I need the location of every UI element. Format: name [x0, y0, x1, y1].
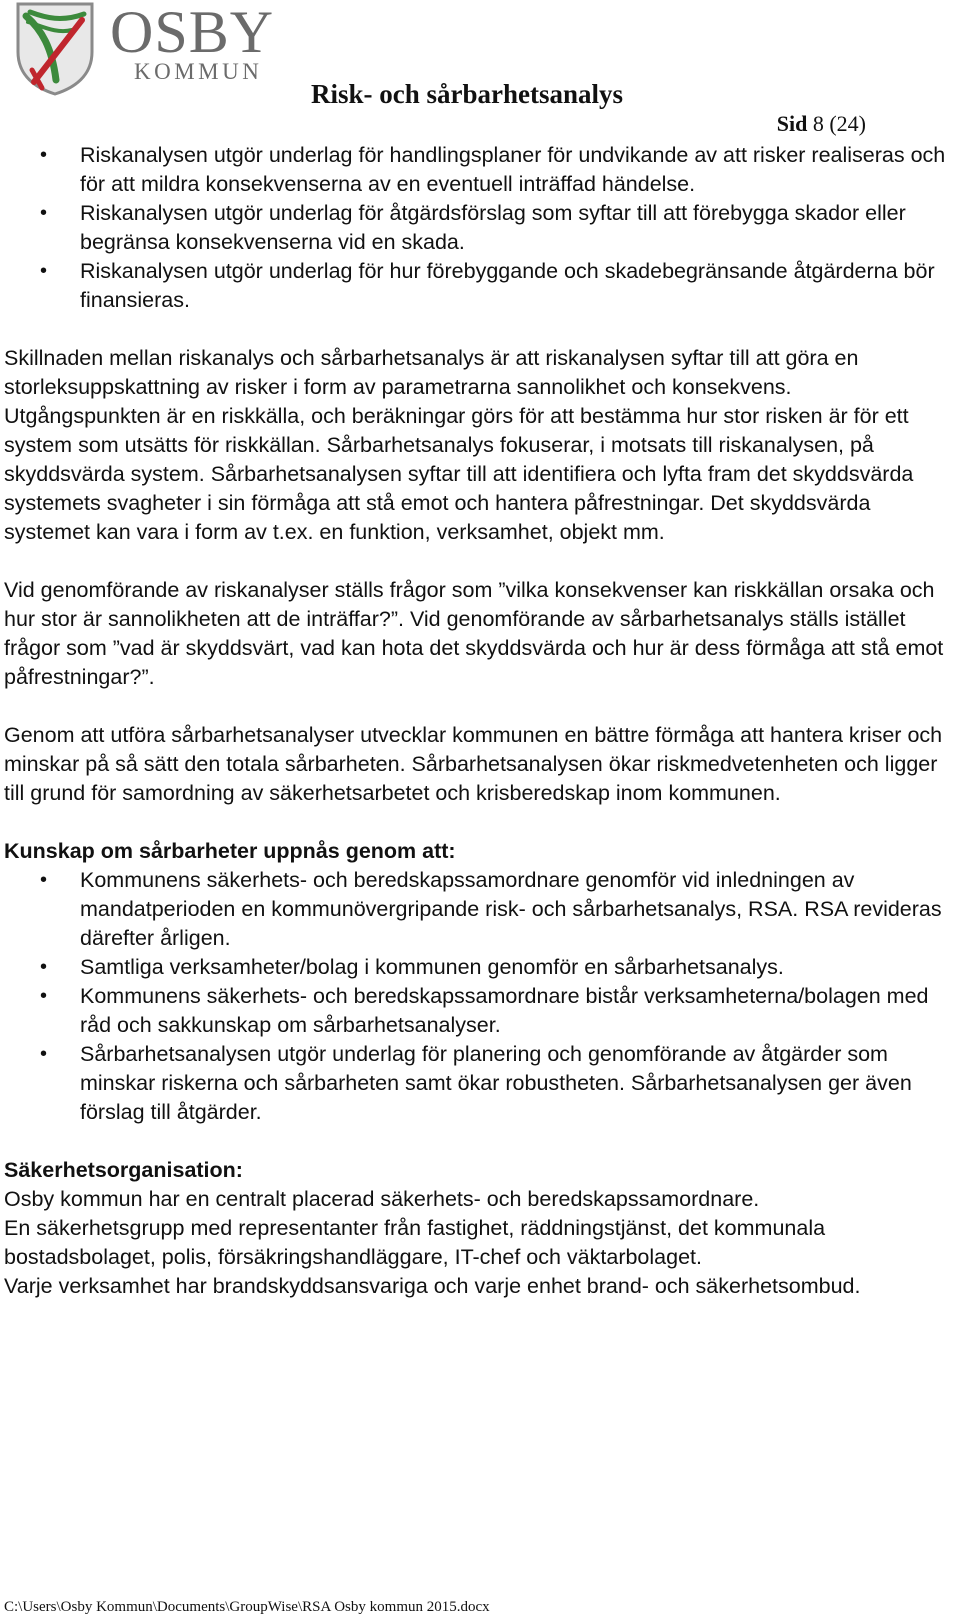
paragraph: Osby kommun har en centralt placerad säkerhets- och beredskapssamordnare.: [4, 1187, 760, 1211]
list-item: [4, 141, 954, 199]
logo-name: OSBY: [110, 0, 275, 65]
osby-logo: [8, 0, 275, 100]
paragraph: Vid genomförande av riskanalyser ställs frågor som ”vilka konsekvenser kan riskkällan orsaka och hur stor är sannolikheten att de inträffar?”. Vid genomförande av sårbarhetsanalys ställs istället frågor som ”vad är skyddsvärt, vad kan hota det skyddsvärda och hur är dess förmåga att stå emot påfrestningar?”.: [4, 578, 944, 689]
risk-analysis-list: [4, 141, 954, 315]
list-item: [4, 199, 954, 257]
section-heading: Kunskap om sårbarheter uppnås genom att:: [4, 839, 456, 863]
paragraph: Skillnaden mellan riskanalys och sårbarhetsanalys är att riskanalysen syftar till att göra en storleksuppskattning av risker i form av parametrarna sannolikhet och konsekvens. Utgångspunkten är en riskkälla, och beräkningar görs för att bestämma hur stor risken är för ett system som utsätts för riskkällan. Sårbarhetsanalys fokuserar, i motsats till riskanalysen, på skyddsvärda system. Sårbarhetsanalysen syftar till att identifiera och lyfta fram det skyddsvärda systemets svagheter i sin förmåga att stå emot och hantera påfrestningar. Det skyddsvärda systemet kan vara i form av t.ex. en funktion, verksamhet, objekt mm.: [4, 346, 914, 544]
list-item-text: Samtliga verksamheter/bolag i kommunen genomför en sårbarhetsanalys.: [80, 955, 784, 979]
footer-file-path: C:\Users\Osby Kommun\Documents\GroupWise\RSA Osby kommun 2015.docx: [4, 1599, 490, 1615]
section-heading: Säkerhetsorganisation:: [4, 1158, 243, 1182]
list-item-text: Sårbarhetsanalysen utgör underlag för planering och genomförande av åtgärder som minskar riskerna och sårbarheten samt ökar robustheten. Sårbarhetsanalysen ger även förslag till åtgärder.: [80, 1042, 912, 1124]
bullet-icon: •: [40, 956, 48, 978]
coat-of-arms-icon: [12, 0, 98, 96]
list-item: [4, 953, 954, 982]
list-item: [4, 866, 954, 953]
bullet-icon: •: [40, 869, 48, 891]
knowledge-list: [4, 866, 954, 1127]
document-title: Risk- och sårbarhetsanalys: [311, 79, 624, 109]
page-count: 8 (24): [812, 111, 866, 136]
list-item-text: Riskanalysen utgör underlag för hur förebyggande och skadebegränsande åtgärderna bör finansieras.: [80, 259, 935, 312]
page-prefix: Sid: [776, 111, 808, 136]
bullet-icon: •: [40, 144, 48, 166]
list-item: [4, 257, 954, 315]
paragraph: En säkerhetsgrupp med representanter från fastighet, räddningstjänst, det kommunala bostadsbolaget, polis, försäkringshandläggare, IT-chef och väktarbolaget.: [4, 1216, 826, 1269]
list-item: [4, 1040, 954, 1127]
list-item-text: Riskanalysen utgör underlag för handlingsplaner för undvikande av att risker realiseras och för att mildra konsekvenserna av en eventuell inträffad händelse.: [80, 143, 946, 196]
bullet-icon: •: [40, 202, 48, 224]
logo-subtitle: KOMMUN: [134, 59, 263, 84]
document-body: [4, 141, 954, 1301]
list-item: [4, 982, 954, 1040]
paragraph: Genom att utföra sårbarhetsanalyser utvecklar kommunen en bättre förmåga att hantera kriser och minskar på så sätt den totala sårbarheten. Sårbarhetsanalysen ökar riskmedvetenheten och ligger till grund för samordning av säkerhetsarbetet och krisberedskap inom kommunen.: [4, 723, 943, 805]
list-item-text: Riskanalysen utgör underlag för åtgärdsförslag som syftar till att förebygga skador eller begränsa konsekvenserna vid en skada.: [80, 201, 906, 254]
paragraph: Varje verksamhet har brandskyddsansvariga och varje enhet brand- och säkerhetsombud.: [4, 1274, 861, 1298]
bullet-icon: •: [40, 1043, 48, 1065]
list-item-text: Kommunens säkerhets- och beredskapssamordnare bistår verksamheterna/bolagen med råd och sakkunskap om sårbarhetsanalyser.: [80, 984, 929, 1037]
list-item-text: Kommunens säkerhets- och beredskapssamordnare genomför vid inledningen av mandatperioden en kommunövergripande risk- och sårbarhetsanalys, RSA. RSA revideras därefter årligen.: [80, 868, 942, 950]
bullet-icon: •: [40, 985, 48, 1007]
bullet-icon: •: [40, 260, 48, 282]
page-number: [777, 111, 866, 137]
